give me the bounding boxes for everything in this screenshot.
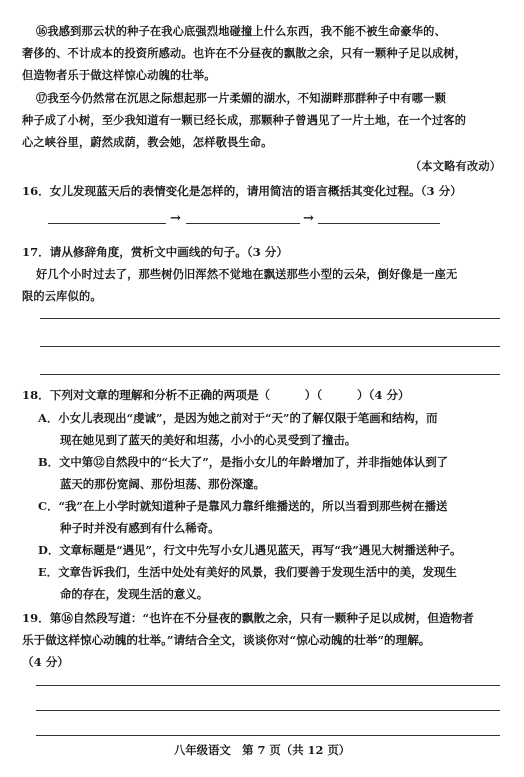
q17-answer-line-2[interactable] [40, 346, 500, 347]
q17-answer-line-3[interactable] [40, 374, 500, 375]
q18-option-B-line2: 蓝天的那份宽阔、那份坦荡、那份深邃。 [60, 477, 266, 491]
q18-option-A-line2: 现在她见到了蓝天的美好和坦荡，小小的心灵受到了撞击。 [60, 433, 357, 447]
passage-p17-line3: 心之峡谷里，蔚然成荫，教会她，怎样敬畏生命。 [22, 135, 273, 149]
question-19-stem-line1: 19．第⑯自然段写道：“也许在不分昼夜的飘散之余，只有一颗种子足以成树，但造物者 [22, 611, 474, 625]
passage-p16-line1: ⑯我感到那云状的种子在我心底强烈地碰撞上什么东西，我不能不被生命豪华的、 [36, 24, 446, 38]
passage-p17-line2: 种子成了小树，至少我知道有一颗已经长成，那颗种子曾遇见了一片土地，在一个过客的 [22, 113, 467, 127]
passage-p16-line3: 但造物者乐于做这样惊心动魄的壮举。 [22, 68, 216, 82]
q18-option-D-line1: D．文章标题是“遇见”，行文中先写小女儿遇见蓝天，再写“我”遇见大树播送种子。 [38, 543, 462, 557]
q16-answer-blank-2[interactable] [186, 223, 300, 224]
question-19-stem-line2: 乐于做这样惊心动魄的壮举。”请结合全文，谈谈你对“惊心动魄的壮举”的理解。 [22, 633, 431, 647]
q17-answer-line-1[interactable] [40, 318, 500, 319]
q18-option-C-line1: C．“我”在上小学时就知道种子是靠风力靠纤维播送的，所以当看到那些树在播送 [38, 499, 448, 513]
page-footer: 八年级语文 第 7 页（共 12 页） [173, 743, 351, 757]
q18-option-A-line1: A．小女儿表现出“虔诚”，是因为她之前对于“天”的了解仅限于笔画和结构，而 [38, 411, 438, 425]
passage-p17-line1: ⑰我至今仍然常在沉思之际想起那一片柔媚的湖水，不知湖畔那群种子中有哪一颗 [36, 91, 446, 105]
q16-arrow-2: → [303, 211, 314, 226]
q19-answer-line-1[interactable] [36, 685, 500, 686]
q19-answer-line-2[interactable] [36, 710, 500, 711]
question-18-stem: 18．下列对文章的理解和分析不正确的两项是（ ）（ ）（4 分） [22, 388, 410, 402]
q18-option-E-line2: 命的存在，发现生活的意义。 [60, 587, 209, 601]
q18-option-B-line1: B．文中第⑫自然段中的“长大了”，是指小女儿的年龄增加了，并非指她体认到了 [38, 455, 449, 469]
question-19-score: （4 分） [22, 655, 69, 669]
q16-answer-blank-1[interactable] [48, 223, 166, 224]
question-17-stem: 17．请从修辞角度，赏析文中画线的句子。（3 分） [22, 245, 288, 259]
q18-option-E-line1: E．文章告诉我们，生活中处处有美好的风景，我们要善于发现生活中的美，发现生 [38, 565, 457, 579]
source-note: （本文略有改动） [410, 159, 502, 173]
q16-answer-blank-3[interactable] [318, 223, 440, 224]
q16-arrow-1: → [170, 211, 181, 226]
q17-quoted-sentence-line2: 限的云库似的。 [22, 289, 102, 303]
q18-option-C-line2: 种子时并没有感到有什么稀奇。 [60, 521, 220, 535]
passage-p16-line2: 奢侈的、不计成本的投资所感动。也许在不分昼夜的飘散之余，只有一颗种子足以成树， [22, 46, 467, 60]
q17-quoted-sentence-line1: 好几个小时过去了，那些树仍旧浑然不觉地在飘送那些小型的云朵，倒好像是一座无 [36, 267, 458, 281]
question-16-stem: 16．女儿发现蓝天后的表情变化是怎样的，请用简洁的语言概括其变化过程。（3 分） [22, 184, 462, 198]
q19-answer-line-3[interactable] [36, 735, 500, 736]
